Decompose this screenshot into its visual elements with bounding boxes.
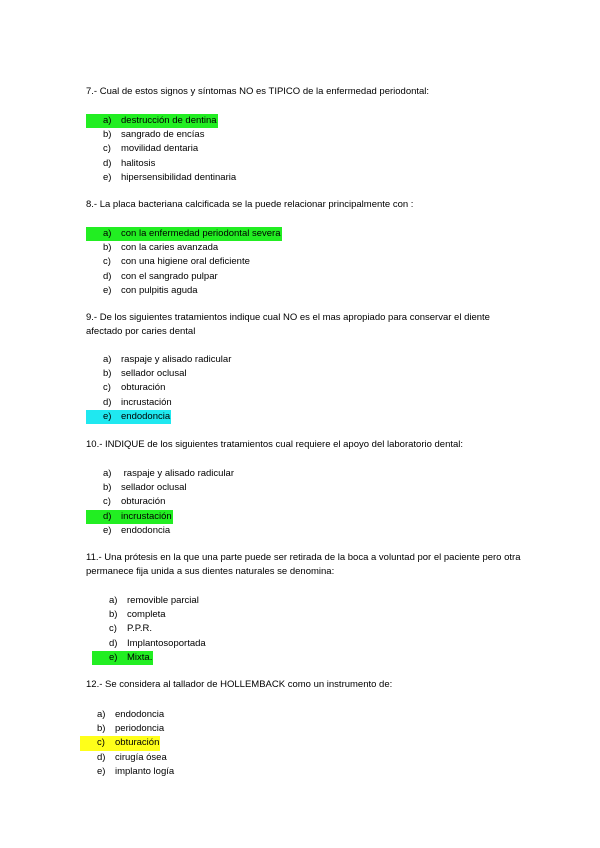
option-letter: b) bbox=[109, 609, 118, 621]
option-highlight bbox=[80, 708, 165, 722]
option-text: con una higiene oral deficiente bbox=[121, 256, 250, 268]
option-letter: d) bbox=[103, 396, 112, 408]
option-letter: a) bbox=[103, 228, 112, 239]
option-letter: b) bbox=[103, 368, 112, 380]
option-a bbox=[80, 708, 526, 722]
option-a bbox=[86, 467, 526, 481]
option-d bbox=[86, 270, 526, 284]
option-letter: b) bbox=[103, 242, 112, 254]
question-8 bbox=[86, 198, 526, 298]
option-letter: c) bbox=[109, 623, 117, 635]
options-list bbox=[86, 594, 526, 665]
option-e bbox=[86, 410, 526, 424]
option-text: completa bbox=[127, 609, 166, 621]
option-highlight bbox=[86, 353, 232, 367]
option-text: sangrado de encías bbox=[121, 129, 205, 141]
option-letter: e) bbox=[103, 410, 112, 422]
option-b bbox=[86, 128, 526, 142]
option-text: hipersensibilidad dentinaria bbox=[121, 171, 237, 183]
question-stem: 12.- Se considera al tallador de HOLLEMBACK como un instrumento de: bbox=[86, 679, 393, 690]
option-highlight bbox=[86, 467, 235, 481]
option-text: obturación bbox=[115, 737, 160, 749]
option-letter: e) bbox=[103, 171, 112, 183]
option-text: implanto logía bbox=[115, 765, 175, 777]
option-b bbox=[80, 722, 526, 736]
option-highlight bbox=[80, 722, 165, 736]
option-highlight bbox=[86, 142, 199, 156]
option-highlight bbox=[92, 622, 153, 636]
option-letter: e) bbox=[103, 284, 112, 296]
option-letter: e) bbox=[97, 765, 106, 777]
question-stem: 10.- INDIQUE de los siguientes tratamientos cual requiere el apoyo del laboratorio dental: bbox=[86, 439, 464, 450]
question-9 bbox=[86, 311, 526, 424]
option-letter: b) bbox=[103, 482, 112, 494]
option-letter: d) bbox=[97, 751, 106, 763]
option-text: halitosis bbox=[121, 157, 156, 169]
options-list bbox=[86, 467, 526, 538]
option-highlight bbox=[80, 751, 168, 765]
option-letter: a) bbox=[103, 468, 112, 479]
option-text: incrustación bbox=[121, 396, 172, 408]
option-letter: c) bbox=[97, 737, 105, 749]
question-10 bbox=[86, 438, 526, 538]
question-stem: 7.- Cual de estos signos y síntomas NO es TIPICO de la enfermedad periodontal: bbox=[86, 86, 430, 97]
option-letter: c) bbox=[103, 382, 111, 394]
option-letter: a) bbox=[109, 595, 118, 606]
option-a bbox=[86, 114, 526, 128]
option-text: sellador oclusal bbox=[121, 482, 187, 494]
option-text: Implantosoportada bbox=[127, 637, 206, 649]
option-letter: d) bbox=[103, 510, 112, 522]
options-list bbox=[86, 114, 526, 185]
options-list bbox=[86, 227, 526, 298]
option-text: cirugía ósea bbox=[115, 751, 167, 763]
option-text: obturación bbox=[121, 496, 166, 508]
option-e bbox=[86, 524, 526, 538]
option-highlight bbox=[86, 495, 166, 509]
option-e bbox=[92, 651, 526, 665]
option-highlight bbox=[86, 284, 199, 298]
option-c bbox=[92, 622, 526, 636]
option-text: endodoncia bbox=[115, 709, 165, 720]
option-letter: a) bbox=[103, 354, 112, 365]
question-7 bbox=[86, 85, 526, 185]
option-b bbox=[86, 481, 526, 495]
option-highlight bbox=[86, 270, 219, 284]
option-letter: b) bbox=[97, 723, 106, 735]
option-text: con la enfermedad periodontal severa bbox=[121, 228, 281, 239]
option-text: endodoncia bbox=[121, 524, 171, 536]
option-text: obturación bbox=[121, 382, 166, 394]
option-highlight bbox=[80, 765, 175, 779]
option-c bbox=[80, 736, 526, 750]
option-text: movilidad dentaria bbox=[121, 143, 199, 155]
option-d bbox=[86, 157, 526, 171]
option-highlight bbox=[86, 510, 173, 524]
option-text: sellador oclusal bbox=[121, 368, 187, 380]
option-d bbox=[92, 637, 526, 651]
option-text: Mixta. bbox=[127, 651, 153, 663]
option-highlight bbox=[86, 396, 173, 410]
option-highlight bbox=[86, 241, 219, 255]
option-c bbox=[86, 142, 526, 156]
option-letter: b) bbox=[103, 129, 112, 141]
option-letter: a) bbox=[97, 709, 106, 720]
question-stem: 9.- De los siguientes tratamientos indique cual NO es el mas apropiado para conservar el diente afectado por caries dental bbox=[86, 312, 490, 337]
option-highlight bbox=[92, 608, 167, 622]
option-a bbox=[86, 353, 526, 367]
option-letter: c) bbox=[103, 143, 111, 155]
option-letter: c) bbox=[103, 496, 111, 508]
question-stem: 8.- La placa bacteriana calcificada se la puede relacionar principalmente con : bbox=[86, 199, 414, 210]
option-e bbox=[80, 765, 526, 779]
option-a bbox=[92, 594, 526, 608]
option-d bbox=[86, 396, 526, 410]
question-stem: 11.- Una prótesis en la que una parte puede ser retirada de la boca a voluntad por el paciente pero otra permanece fija unida a sus dientes naturales se denomina: bbox=[86, 552, 521, 577]
option-text: destrucción de dentina bbox=[121, 115, 217, 126]
option-highlight bbox=[86, 410, 171, 424]
option-letter: e) bbox=[103, 524, 112, 536]
option-e bbox=[86, 171, 526, 185]
option-text: raspaje y alisado radicular bbox=[121, 354, 232, 365]
option-a bbox=[86, 227, 526, 241]
option-highlight bbox=[86, 227, 282, 241]
option-highlight bbox=[86, 255, 251, 269]
option-c bbox=[86, 381, 526, 395]
question-12 bbox=[86, 678, 526, 779]
option-highlight bbox=[92, 637, 207, 651]
option-text: con el sangrado pulpar bbox=[121, 270, 218, 282]
option-b bbox=[86, 241, 526, 255]
option-letter: e) bbox=[109, 651, 118, 663]
option-text: removible parcial bbox=[127, 595, 199, 606]
option-text: P.P.R. bbox=[127, 623, 153, 635]
option-text: raspaje y alisado radicular bbox=[121, 468, 235, 479]
option-text: con la caries avanzada bbox=[121, 242, 219, 254]
option-highlight bbox=[86, 367, 187, 381]
option-e bbox=[86, 284, 526, 298]
option-letter: a) bbox=[103, 115, 112, 126]
option-highlight bbox=[86, 481, 187, 495]
option-highlight bbox=[86, 524, 171, 538]
option-c bbox=[86, 255, 526, 269]
option-text: endodoncia bbox=[121, 410, 171, 422]
option-c bbox=[86, 495, 526, 509]
option-d bbox=[86, 510, 526, 524]
option-letter: d) bbox=[109, 637, 118, 649]
option-highlight bbox=[86, 157, 156, 171]
options-list bbox=[86, 353, 526, 424]
option-text: incrustación bbox=[121, 510, 172, 522]
option-text: con pulpitis aguda bbox=[121, 284, 198, 296]
options-list bbox=[80, 708, 526, 779]
option-letter: d) bbox=[103, 270, 112, 282]
option-highlight bbox=[86, 381, 166, 395]
option-highlight bbox=[80, 736, 160, 750]
option-text: periodoncia bbox=[115, 723, 165, 735]
option-highlight bbox=[86, 114, 218, 128]
option-highlight bbox=[86, 171, 237, 185]
option-letter: d) bbox=[103, 157, 112, 169]
option-highlight bbox=[92, 651, 153, 665]
option-d bbox=[80, 751, 526, 765]
option-highlight bbox=[86, 128, 205, 142]
option-highlight bbox=[92, 594, 200, 608]
option-b bbox=[86, 367, 526, 381]
option-letter: c) bbox=[103, 256, 111, 268]
option-b bbox=[92, 608, 526, 622]
question-11 bbox=[86, 551, 526, 665]
